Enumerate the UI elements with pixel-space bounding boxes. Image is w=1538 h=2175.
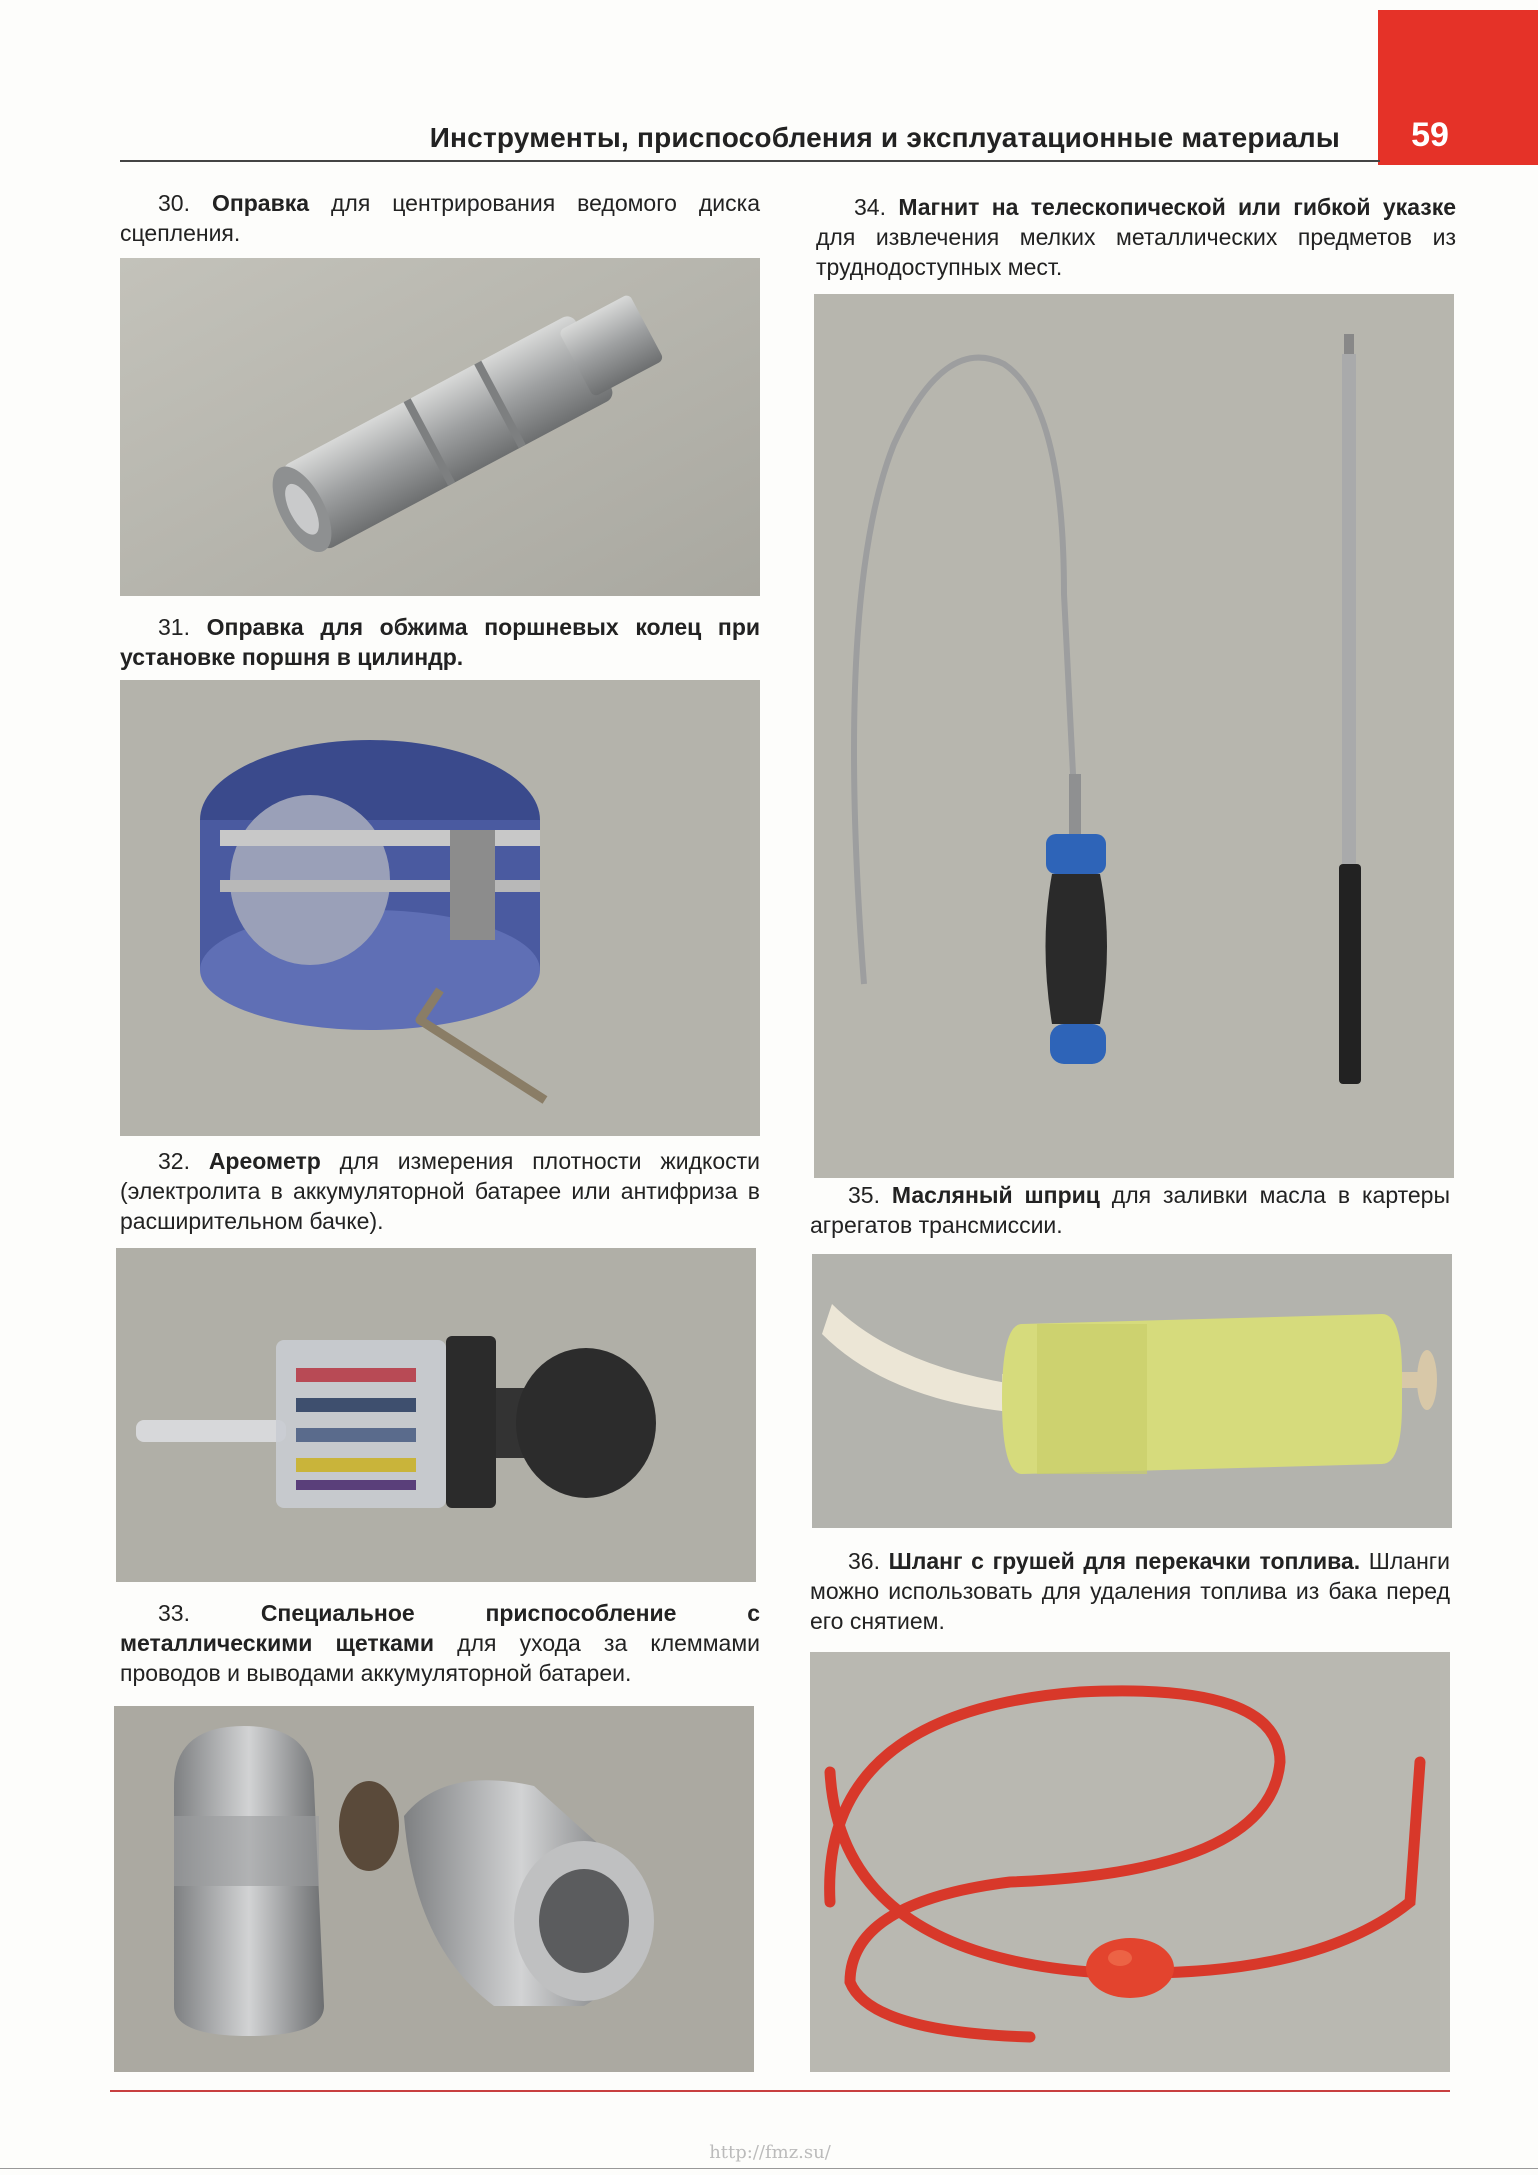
photo-oil-syringe bbox=[812, 1254, 1452, 1528]
item-description: Шланги можно использовать для удаления топлива из бака перед его снятием. bbox=[810, 1548, 1451, 1634]
caption-item-34 bbox=[816, 192, 1456, 282]
photo-piston-ring-compressor bbox=[120, 680, 760, 1136]
item-number: 33. bbox=[158, 1600, 190, 1626]
caption-item-33 bbox=[120, 1598, 760, 1688]
item-title: Магнит на телескопической или гибкой указке bbox=[898, 194, 1456, 220]
item-description: для измерения плотности жидкости (электролита в аккумуляторной батарее или антифриза в расширительном бачке). bbox=[120, 1148, 760, 1234]
page-number: 59 bbox=[1411, 116, 1449, 154]
item-number: 31. bbox=[158, 614, 190, 640]
caption-item-31 bbox=[120, 612, 760, 672]
item-number: 35. bbox=[848, 1182, 880, 1208]
item-title: Специальное приспособление с металлическими щетками bbox=[120, 1600, 761, 1656]
photo-hydrometer bbox=[116, 1248, 756, 1582]
item-number: 34. bbox=[854, 194, 886, 220]
photo-magnetic-pickup-tools bbox=[814, 294, 1454, 1178]
item-title: Масляный шприц bbox=[891, 1182, 1100, 1208]
caption-item-36 bbox=[810, 1546, 1450, 1636]
header-divider bbox=[120, 160, 1380, 162]
item-title: Шланг с грушей для перекачки топлива. bbox=[888, 1548, 1361, 1574]
photo-battery-terminal-brush bbox=[114, 1706, 754, 2072]
item-number: 32. bbox=[158, 1148, 190, 1174]
item-title: Оправка bbox=[211, 190, 310, 216]
caption-item-32 bbox=[120, 1146, 760, 1236]
caption-item-30 bbox=[120, 188, 760, 248]
footer-watermark: http://fmz.su/ bbox=[709, 2142, 831, 2163]
page-header-title: Инструменты, приспособления и эксплуатационные материалы bbox=[429, 122, 1340, 153]
item-description: для ухода за клеммами проводов и выводами аккумуляторной батареи. bbox=[120, 1630, 760, 1686]
caption-item-35 bbox=[810, 1180, 1450, 1240]
item-title: Оправка для обжима поршневых колец при установке поршня в цилиндр. bbox=[120, 614, 761, 670]
item-description: для заливки масла в картеры агрегатов трансмиссии. bbox=[810, 1182, 1450, 1238]
item-number: 36. bbox=[848, 1548, 880, 1574]
page-bottom-edge bbox=[0, 2168, 1538, 2169]
item-number: 30. bbox=[158, 190, 190, 216]
photo-clutch-centering-mandrel bbox=[120, 258, 760, 596]
item-title: Ареометр bbox=[208, 1148, 321, 1174]
item-description: для извлечения мелких металлических предметов из труднодоступных мест. bbox=[816, 224, 1456, 280]
footer-divider bbox=[110, 2090, 1450, 2092]
item-description: для центрирования ведомого диска сцепления. bbox=[120, 190, 760, 246]
photo-fuel-transfer-hose bbox=[810, 1652, 1450, 2072]
